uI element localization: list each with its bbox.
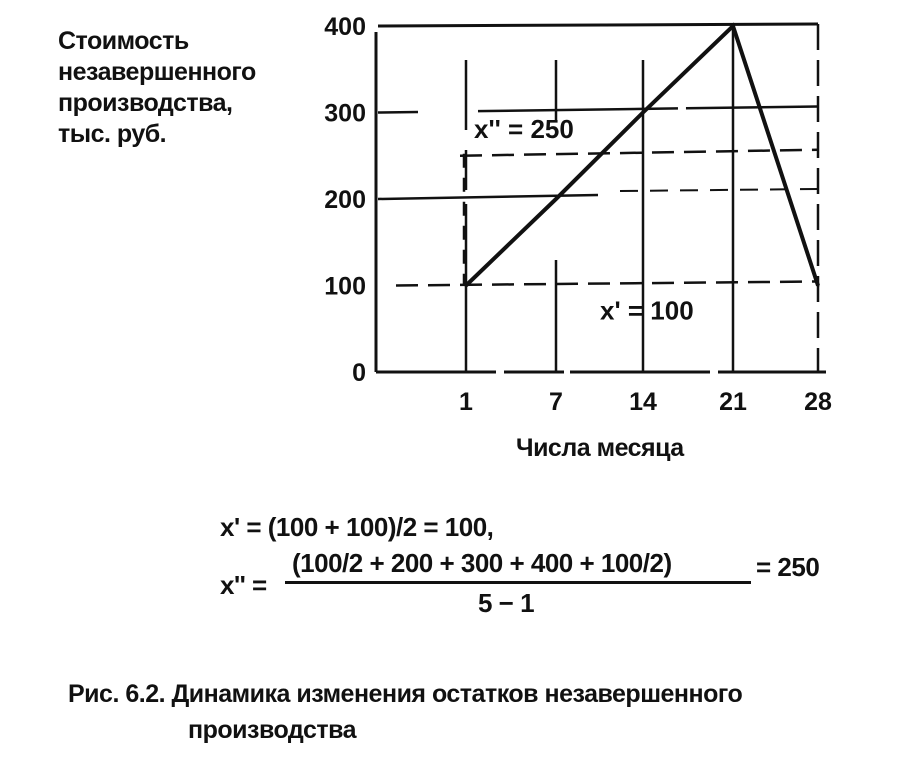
figure-caption-line2: производства xyxy=(188,716,357,744)
formula-x-prime: x' = (100 + 100)/2 = 100, xyxy=(220,512,494,542)
x-tick-label-14: 14 xyxy=(629,388,657,416)
y-tick-label-0: 0 xyxy=(352,359,366,387)
reference-label-250: x'' = 250 xyxy=(474,113,574,144)
gridline-y-300 xyxy=(378,107,818,113)
data-point-1 xyxy=(465,284,468,287)
data-point-14 xyxy=(642,111,645,114)
reference-line-250 xyxy=(460,150,818,156)
formula-result: = 250 xyxy=(756,552,820,582)
reference-labels xyxy=(474,114,694,326)
x-tick-label-28: 28 xyxy=(804,388,832,416)
x-axis-label: Числа месяца xyxy=(516,434,684,462)
reference-label-100: x' = 100 xyxy=(600,295,694,326)
y-tick-label-200: 200 xyxy=(324,186,366,214)
reference-lines xyxy=(396,150,818,286)
x-tick-label-21: 21 xyxy=(719,388,747,416)
formula-x-double-prime-lhs: x'' = xyxy=(220,570,267,600)
y-tick-label-300: 300 xyxy=(324,99,366,128)
x-tick-label-7: 7 xyxy=(549,388,563,416)
data-point-28 xyxy=(817,284,820,287)
reference-line-100 xyxy=(396,282,818,286)
data-point-7 xyxy=(555,198,558,201)
formula-numerator: (100/2 + 200 + 300 + 400 + 100/2) xyxy=(292,548,672,578)
formula-denominator: 5 − 1 xyxy=(478,588,535,618)
figure-caption-line1: Рис. 6.2. Динамика изменения остатков незавершенного xyxy=(68,680,743,708)
y-axis-label: Стоимость незавершенного производства, тыс. руб. xyxy=(58,27,256,148)
top-frame-line xyxy=(378,24,818,26)
y-tick-label-100: 100 xyxy=(324,272,366,301)
data-point-21 xyxy=(732,25,735,28)
y-tick-label-400: 400 xyxy=(324,13,366,41)
tick-labels xyxy=(324,13,832,416)
x-tick-label-1: 1 xyxy=(459,388,473,416)
fraction-bar xyxy=(285,581,751,584)
gridline-y-200 xyxy=(378,195,598,199)
